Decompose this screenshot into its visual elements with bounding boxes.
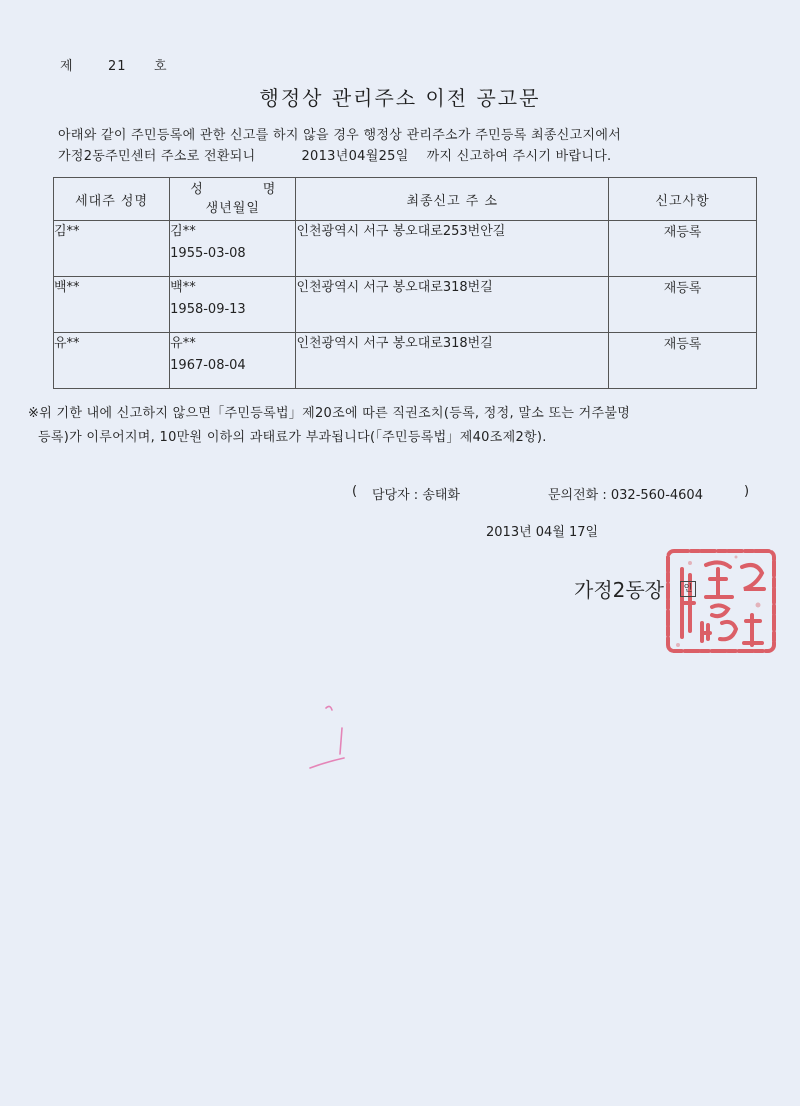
cell-name: 백** — [170, 280, 196, 295]
cell-birth: 1955-03-08 — [170, 246, 246, 261]
cell-report: 재등록 — [609, 277, 757, 333]
intro-line-2 — [58, 146, 738, 167]
intro-line-2-end: 까지 신고하여 주시기 바랍니다. — [426, 149, 612, 164]
cell-name: 김** — [170, 224, 196, 239]
table-header-row — [54, 178, 757, 221]
cell-birth: 1967-08-04 — [170, 358, 246, 373]
header-householder: 세대주 성명 — [54, 178, 170, 221]
table-row — [54, 277, 757, 333]
cell-householder: 백** — [54, 277, 170, 333]
number-suffix: 호 — [154, 59, 168, 74]
cell-address: 인천광역시 서구 봉오대로318번길 — [296, 333, 609, 389]
intro-paragraph — [58, 125, 738, 167]
contact-open-paren: ( — [352, 484, 358, 499]
cell-address: 인천광역시 서구 봉오대로318번길 — [296, 277, 609, 333]
cell-birth: 1958-09-13 — [170, 302, 246, 317]
contact-manager: 담당자 : 송태화 — [372, 488, 460, 503]
intro-line-2-start: 가정2동주민센터 주소로 전환되니 — [58, 149, 256, 164]
official-seal-stamp — [660, 545, 782, 657]
issuer-name: 가정2동장 — [574, 578, 665, 602]
header-report: 신고사항 — [609, 178, 757, 221]
legal-notice — [28, 402, 748, 450]
number-prefix: 제 — [60, 59, 74, 74]
contact-phone: 문의전화 : 032-560-4604 — [548, 488, 703, 503]
records-table — [53, 177, 757, 389]
cell-report: 재등록 — [609, 333, 757, 389]
legal-notice-line-1: ※위 기한 내에 신고하지 않으면「주민등록법」제20조에 따른 직권조치(등록, 정정, 말소 또는 거주불명 — [28, 406, 631, 421]
intro-line-1: 아래와 같이 주민등록에 관한 신고를 하지 않을 경우 행정상 관리주소가 주민등록 최종신고지에서 — [58, 128, 622, 143]
cell-name-birth — [170, 333, 296, 389]
cell-name: 유** — [170, 336, 196, 351]
cell-report: 재등록 — [609, 221, 757, 277]
deadline-date: 2013년04월25일 — [301, 149, 409, 164]
cell-householder: 김** — [54, 221, 170, 277]
header-name: 성명 — [190, 182, 336, 197]
cell-name-birth — [170, 277, 296, 333]
legal-notice-line-2: 등록)가 이루어지며, 10만원 이하의 과태료가 부과됩니다(「주민등록법」제40조제2항). — [38, 430, 547, 445]
cell-address: 인천광역시 서구 봉오대로253번안길 — [296, 221, 609, 277]
table-row — [54, 333, 757, 389]
header-birth: 생년월일 — [205, 201, 260, 216]
cell-householder: 유** — [54, 333, 170, 389]
header-address: 최종신고 주 소 — [296, 178, 609, 221]
page-title: 행정상 관리주소 이전 공고문 — [259, 86, 541, 110]
stray-ink-marks — [290, 690, 370, 790]
header-name-birth — [170, 178, 336, 221]
issue-date: 2013년 04월 17일 — [486, 525, 599, 540]
cell-name-birth — [170, 221, 296, 277]
number-value: 21 — [108, 59, 127, 74]
document-number — [60, 55, 168, 74]
seal-mark: 인 — [680, 581, 696, 597]
table-row — [54, 221, 757, 277]
contact-close-paren: ) — [744, 484, 750, 499]
